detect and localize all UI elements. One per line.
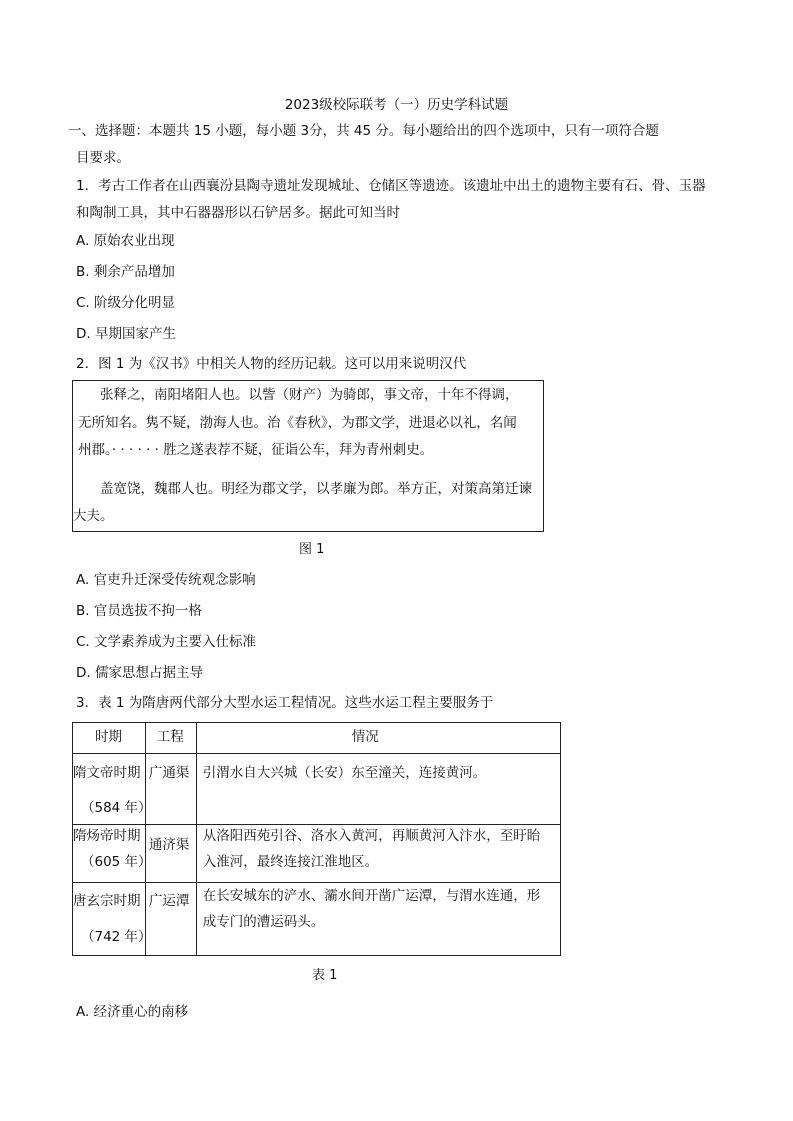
- table-1: [72, 722, 561, 956]
- row-year: （742 年）: [81, 929, 152, 945]
- excerpt-line: 盖宽饶，魏郡人也。明经为郡文学，以孝廉为郎。举方正，对策高第迁谏: [100, 481, 532, 497]
- question-1-option-a: A. 原始农业出现: [76, 233, 175, 249]
- row-detail-line: 在长安城东的浐水、灞水间开凿广运潭，与渭水连通，形: [202, 888, 541, 904]
- row-detail-line: 引渭水自大兴城（长安）东至潼关，连接黄河。: [202, 765, 487, 781]
- row-project: 广运潭: [148, 893, 190, 909]
- row-year: （584 年）: [81, 800, 152, 816]
- question-1-option-d: D. 早期国家产生: [76, 326, 176, 342]
- question-3-stem: 3．表 1 为隋唐两代部分大型水运工程情况。这些水运工程主要服务于: [76, 695, 494, 711]
- question-1-option-c: C. 阶级分化明显: [76, 295, 176, 311]
- header-period: 时期: [95, 729, 122, 745]
- header-detail: 情况: [351, 729, 379, 745]
- table-header-row: [73, 723, 561, 754]
- figure-1-caption: 图 1: [299, 542, 325, 557]
- row-period: 隋文帝时期: [73, 765, 141, 781]
- header-project: 工程: [156, 729, 184, 745]
- question-1-stem-line2: 和陶制工具，其中石器器形以石铲居多。据此可知当时: [76, 205, 400, 221]
- question-2-option-c: C. 文学素养成为主要入仕标准: [76, 634, 257, 650]
- row-detail-line: 从洛阳西苑引谷、洛水入黄河，再顺黄河入汴水，至盱眙: [202, 828, 541, 844]
- row-project: 广通渠: [148, 765, 190, 781]
- table-row: [73, 754, 561, 825]
- row-period: 唐玄宗时期: [73, 893, 141, 909]
- row-detail-line: 入淮河，最终连接江淮地区。: [202, 854, 379, 870]
- row-year: （605 年）: [81, 854, 152, 870]
- section-heading-line1: 一、选择题：本题共 15 小题，每小题 3分，共 45 分。每小题给出的四个选项中，只有一项符合题: [68, 123, 659, 139]
- question-2-option-d: D. 儒家思想占据主导: [76, 665, 203, 681]
- section-heading-line2: 目要求。: [76, 150, 130, 166]
- question-2-stem: 2．图 1 为《汉书》中相关人物的经历记载。这可以用来说明汉代: [76, 356, 467, 372]
- excerpt-line: 张释之，南阳堵阳人也。以訾（财产）为骑郎，事文帝，十年不得调，: [100, 387, 519, 403]
- question-1-option-b: B. 剩余产品增加: [76, 264, 175, 280]
- table-row: [73, 825, 561, 883]
- excerpt-line: 州郡。· · · · · · 胜之遂表荐不疑，征诣公车，拜为青州刺史。: [78, 442, 434, 458]
- question-3-option-a: A. 经济重心的南移: [76, 1004, 189, 1020]
- figure-1-excerpt-box: [72, 380, 544, 532]
- row-project: 通济渠: [148, 837, 190, 853]
- row-detail-line: 成专门的漕运码头。: [202, 914, 325, 930]
- table-row: [73, 883, 561, 956]
- row-period: 隋炀帝时期: [73, 828, 141, 844]
- table-1-caption: 表 1: [312, 968, 338, 983]
- page-title: 2023级校际联考（一）历史学科试题: [284, 97, 509, 113]
- excerpt-line: 无所知名。隽不疑，渤海人也。治《春秋》，为郡文学，进退必以礼，名闻: [78, 415, 517, 431]
- question-2-option-b: B. 官员选拔不拘一格: [76, 603, 202, 619]
- excerpt-line: 大夫。: [73, 508, 114, 524]
- question-1-stem-line1: 1．考古工作者在山西襄汾县陶寺遗址发现城址、仓储区等遗迹。该遗址中出土的遗物主要有石、骨、玉器: [76, 178, 706, 194]
- question-2-option-a: A. 官吏升迁深受传统观念影响: [76, 572, 256, 588]
